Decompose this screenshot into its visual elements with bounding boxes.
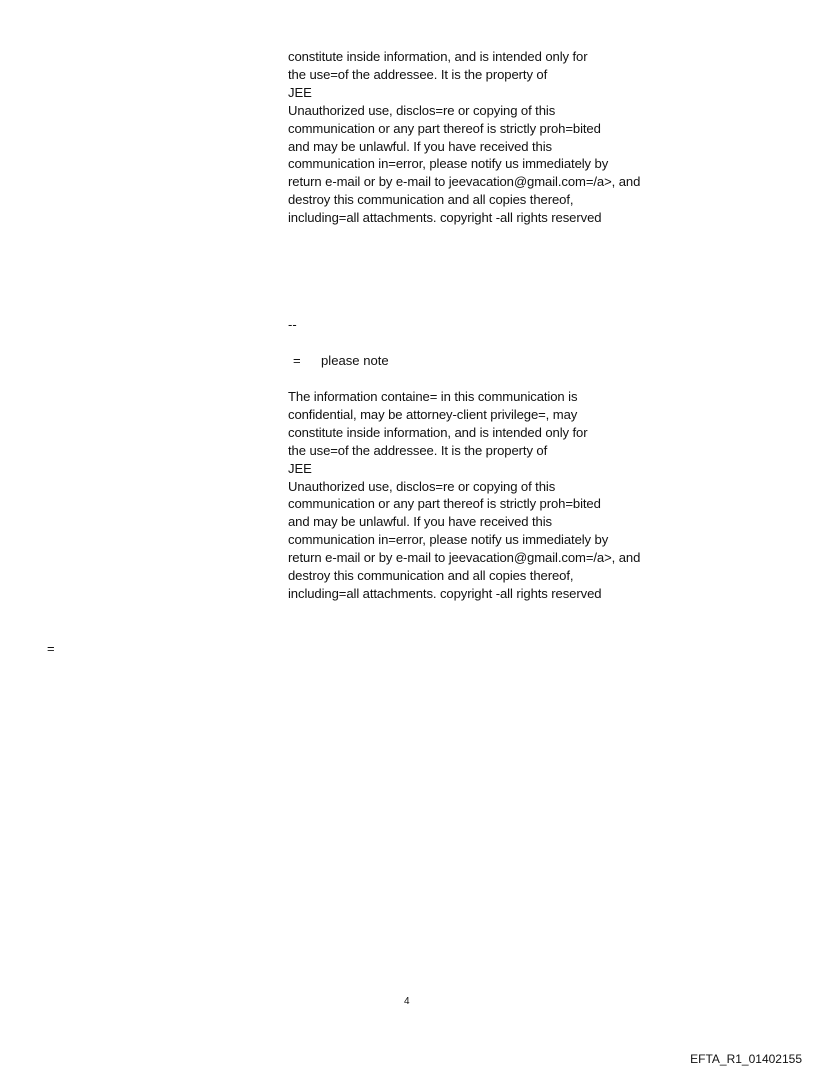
- bottom-disclaimer: [288, 388, 640, 603]
- disclaimer-line: Unauthorized use, disclos=re or copying of this: [288, 478, 556, 494]
- disclaimer-line: communication or any part thereof is strictly proh=bited: [288, 120, 601, 136]
- disclaimer-line: JEE: [288, 460, 312, 476]
- note-text: please note: [321, 353, 389, 368]
- disclaimer-line: The information containe= in this communication is: [288, 389, 578, 404]
- stray-equals-mark: =: [47, 641, 55, 656]
- disclaimer-line: return e-mail or by e-mail to jeevacation@gmail.com=/a>, and: [288, 174, 641, 190]
- top-disclaimer: [288, 48, 640, 227]
- disclaimer-line: constitute inside information, and is intended only for: [288, 424, 588, 440]
- note-bullet: =: [293, 353, 301, 368]
- page-number: 4: [404, 996, 410, 1007]
- disclaimer-line: JEE: [288, 84, 312, 100]
- disclaimer-line: destroy this communication and all copies thereof,: [288, 568, 574, 584]
- disclaimer-line: and may be unlawful. If you have received this: [288, 514, 552, 530]
- disclaimer-line: and may be unlawful. If you have received this: [288, 138, 552, 154]
- disclaimer-line: including=all attachments. copyright -all rights reserved: [288, 210, 602, 226]
- disclaimer-line: the use=of the addressee. It is the property of: [288, 66, 548, 82]
- note-row: [293, 352, 389, 370]
- disclaimer-line: communication in=error, please notify us immediately by: [288, 532, 609, 548]
- disclaimer-line: return e-mail or by e-mail to jeevacation@gmail.com=/a>, and: [288, 550, 641, 566]
- disclaimer-line: destroy this communication and all copies thereof,: [288, 192, 574, 208]
- document-id-stamp: EFTA_R1_01402155: [690, 1052, 802, 1066]
- disclaimer-line: constitute inside information, and is intended only for: [288, 49, 588, 64]
- disclaimer-line: the use=of the addressee. It is the property of: [288, 442, 548, 458]
- disclaimer-line: communication in=error, please notify us immediately by: [288, 156, 609, 172]
- disclaimer-line: communication or any part thereof is strictly proh=bited: [288, 496, 601, 512]
- disclaimer-line: confidential, may be attorney-client privilege=, may: [288, 406, 578, 422]
- disclaimer-line: Unauthorized use, disclos=re or copying of this: [288, 102, 556, 118]
- signature-separator: --: [288, 317, 297, 332]
- disclaimer-line: including=all attachments. copyright -all rights reserved: [288, 585, 602, 601]
